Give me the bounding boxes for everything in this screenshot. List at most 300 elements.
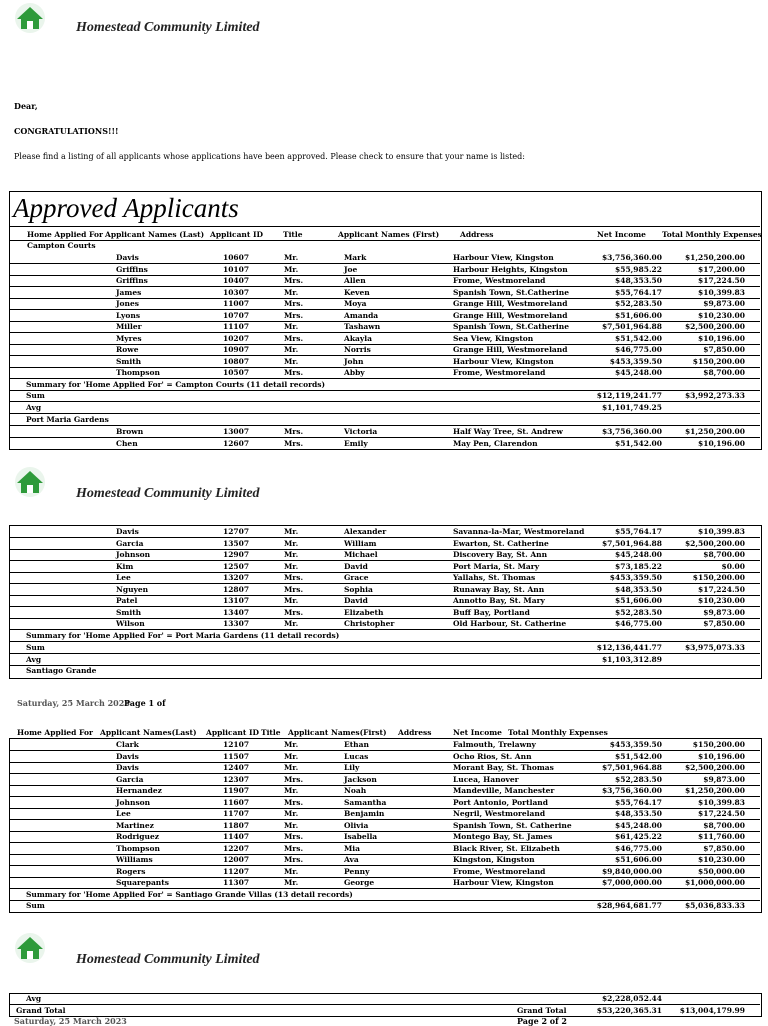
table-row — [10, 333, 760, 345]
first-name: Samantha — [344, 797, 387, 807]
monthly-expenses: $1,250,200.00 — [684, 786, 745, 795]
title: Mr. — [284, 763, 299, 772]
applicant-id: 10407 — [223, 276, 250, 285]
last-name: Brown — [116, 427, 144, 436]
first-name: Keven — [344, 287, 370, 297]
last-name: Thompson — [116, 843, 160, 853]
grand-total-row — [10, 1005, 760, 1016]
net-income: $61,425.22 — [615, 832, 662, 841]
monthly-expenses: $150,200.00 — [692, 356, 745, 366]
last-name: Rogers — [116, 866, 146, 876]
monthly-expenses: $8,700.00 — [703, 820, 745, 830]
title: Mr. — [284, 527, 299, 536]
first-name: John — [344, 356, 364, 366]
applicant-id: 11907 — [223, 786, 250, 795]
applicant-id: 12207 — [223, 843, 250, 853]
address: Grange Hill, Westmoreland — [453, 299, 568, 308]
net-income: $453,359.50 — [609, 573, 662, 582]
address: Falmouth, Trelawny — [453, 740, 536, 749]
monthly-expenses: $17,200.00 — [698, 264, 745, 274]
net-income: $453,359.50 — [609, 356, 662, 366]
table-row — [10, 526, 760, 538]
santiago-summary: Summary for 'Home Applied For' = Santiago Grande Villas (13 detail records) — [26, 890, 353, 899]
table-row — [10, 607, 760, 619]
applicant-id: 12807 — [223, 584, 250, 594]
net-income: $52,283.50 — [615, 774, 662, 784]
address: Negril, Westmoreland — [453, 809, 546, 818]
header-income: Net Income — [597, 230, 646, 239]
monthly-expenses: $17,224.50 — [698, 584, 745, 594]
sum-label: Sum — [26, 901, 45, 910]
applicant-id: 13207 — [223, 573, 250, 582]
table-row — [10, 808, 760, 820]
net-income: $46,775.00 — [615, 345, 662, 354]
group-campton: Campton Courts — [27, 241, 96, 250]
port-sum-expenses: $3,975,073.33 — [684, 643, 745, 652]
monthly-expenses: $7,850.00 — [703, 619, 745, 628]
net-income: $3,756,360.00 — [601, 427, 662, 436]
grand-total-label: Grand Total — [16, 1006, 66, 1015]
last-name: Miller — [116, 322, 142, 331]
avg-label: Avg — [26, 655, 42, 664]
address: Lucea, Hanover — [453, 774, 519, 784]
monthly-expenses: $1,250,200.00 — [684, 427, 745, 436]
santiago-avg-row — [10, 993, 760, 1005]
campton-sum-expenses: $3,992,273.33 — [684, 391, 745, 400]
last-name: Griffins — [116, 264, 148, 274]
last-name: Lee — [116, 809, 131, 818]
table-row — [10, 618, 760, 630]
applicant-id: 12607 — [223, 438, 250, 448]
monthly-expenses: $9,873.00 — [703, 774, 745, 784]
title: Mrs. — [284, 310, 304, 320]
first-name: Grace — [344, 573, 369, 582]
header-home: Home Applied For — [27, 230, 103, 239]
table-row — [10, 820, 760, 832]
campton-sum-row — [10, 390, 760, 402]
monthly-expenses: $11,760.00 — [698, 832, 745, 841]
first-name: Alexander — [344, 527, 387, 536]
title: Mr. — [284, 740, 299, 749]
net-income: $55,764.17 — [615, 287, 662, 297]
table-row — [10, 739, 760, 751]
monthly-expenses: $2,500,200.00 — [684, 538, 745, 548]
house-logo-icon — [13, 932, 47, 964]
net-income: $51,606.00 — [615, 855, 662, 864]
applicant-id: 11607 — [223, 797, 250, 807]
applicant-id: 10307 — [223, 287, 250, 297]
net-income: $48,353.50 — [615, 809, 662, 818]
title: Mrs. — [284, 855, 304, 864]
net-income: $48,353.50 — [615, 584, 662, 594]
net-income: $51,606.00 — [615, 596, 662, 605]
header-title: Title — [261, 728, 281, 737]
applicant-id: 11807 — [223, 820, 250, 830]
title: Mr. — [284, 619, 299, 628]
santiago-avg-income: $2,228,052.44 — [601, 994, 662, 1003]
address: Frome, Westmoreland — [453, 368, 546, 377]
congratulations: CONGRATULATIONS!!! — [14, 126, 119, 136]
applicant-id: 11307 — [223, 878, 250, 887]
table-row — [10, 584, 760, 596]
address: Port Antonio, Portland — [453, 797, 548, 807]
title: Mrs. — [284, 427, 304, 436]
title: Mr. — [284, 866, 299, 876]
title: Mr. — [284, 538, 299, 548]
net-income: $48,353.50 — [615, 276, 662, 285]
table-row — [10, 344, 760, 356]
first-name: Olivia — [344, 820, 369, 830]
first-name: Amanda — [344, 310, 379, 320]
last-name: Thompson — [116, 368, 160, 377]
title: Mr. — [284, 550, 299, 559]
last-name: Johnson — [116, 550, 151, 559]
address: Frome, Westmoreland — [453, 866, 546, 876]
last-name: Smith — [116, 607, 142, 617]
net-income: $7,501,964.88 — [601, 322, 662, 331]
footer-date-1: Saturday, 25 March 2023 — [17, 698, 130, 708]
first-name: Norris — [344, 345, 371, 354]
title: Mrs. — [284, 584, 304, 594]
footer-page-1: Page 1 of — [124, 698, 166, 708]
applicant-id: 13407 — [223, 607, 250, 617]
address: Morant Bay, St. Thomas — [453, 763, 554, 772]
last-name: Griffins — [116, 276, 148, 285]
port-summary-row — [10, 630, 760, 642]
applicant-id: 12907 — [223, 550, 250, 559]
applicant-id: 13307 — [223, 619, 250, 628]
first-name: Ava — [344, 855, 359, 864]
header-last: Applicant Names(Last) — [100, 728, 197, 737]
applicant-id: 10907 — [223, 345, 250, 354]
applicant-id: 13507 — [223, 538, 250, 548]
table-row — [10, 831, 760, 843]
first-name: William — [344, 538, 377, 548]
last-name: Squarepants — [116, 878, 169, 887]
address: Old Harbour, St. Catherine — [453, 619, 567, 628]
title: Mr. — [284, 809, 299, 818]
last-name: Wilson — [116, 619, 145, 628]
table-row — [10, 572, 760, 584]
table-row — [10, 854, 760, 866]
last-name: Garcia — [116, 538, 144, 548]
net-income: $55,764.17 — [615, 797, 662, 807]
table-row — [10, 367, 760, 379]
net-income: $46,775.00 — [615, 843, 662, 853]
monthly-expenses: $10,230.00 — [698, 855, 745, 864]
monthly-expenses: $150,200.00 — [692, 573, 745, 582]
table-row — [10, 298, 760, 310]
address: Ocho Rios, St. Ann — [453, 751, 532, 761]
last-name: Lee — [116, 573, 131, 582]
port-sum-income: $12,136,441.77 — [596, 643, 662, 652]
header-expenses: Total Monthly Expenses — [662, 230, 762, 239]
title: Mr. — [284, 596, 299, 605]
table-row — [10, 538, 760, 550]
net-income: $7,000,000.00 — [601, 878, 662, 887]
table-row — [10, 561, 760, 573]
monthly-expenses: $17,224.50 — [698, 276, 745, 285]
last-name: Clark — [116, 740, 139, 749]
first-name: Sophia — [344, 584, 373, 594]
last-name: Nguyen — [116, 584, 149, 594]
title: Mr. — [284, 356, 299, 366]
applicant-id: 12507 — [223, 561, 250, 571]
net-income: $55,764.17 — [615, 527, 662, 536]
campton-avg-income: $1,101,749.25 — [601, 403, 662, 412]
header-first: Applicant Names (First) — [338, 230, 440, 239]
address: May Pen, Clarendon — [453, 438, 538, 448]
net-income: $3,756,360.00 — [601, 253, 662, 262]
address: Spanish Town, St. Catherine — [453, 820, 572, 830]
title: Mrs. — [284, 573, 304, 582]
table-row — [10, 438, 760, 450]
title: Mr. — [284, 878, 299, 887]
monthly-expenses: $10,196.00 — [698, 438, 745, 448]
address: Harbour View, Kingston — [453, 253, 554, 262]
table-row — [10, 785, 760, 797]
monthly-expenses: $7,850.00 — [703, 843, 745, 853]
footer-date-2: Saturday, 25 March 2023 — [14, 1016, 127, 1026]
title: Mr. — [284, 561, 299, 571]
header-first: Applicant Names(First) — [288, 728, 387, 737]
table-row — [10, 264, 760, 276]
monthly-expenses: $7,850.00 — [703, 345, 745, 354]
monthly-expenses: $9,873.00 — [703, 299, 745, 308]
company-name-3: Homestead Community Limited — [76, 952, 260, 967]
monthly-expenses: $10,399.83 — [698, 797, 745, 807]
grand-total-expenses: $13,004,179.99 — [679, 1006, 745, 1015]
santiago-sum-row — [10, 900, 760, 911]
first-name: Mia — [344, 843, 361, 853]
applicant-id: 13007 — [223, 427, 250, 436]
first-name: Abby — [344, 368, 365, 377]
campton-summary: Summary for 'Home Applied For' = Campton Courts (11 detail records) — [26, 380, 326, 389]
address: Spanish Town, St.Catherine — [453, 322, 569, 331]
address: Spanish Town, St.Catherine — [453, 287, 569, 297]
applicant-id: 12707 — [223, 527, 250, 536]
title: Mrs. — [284, 299, 304, 308]
net-income: $45,248.00 — [615, 368, 662, 377]
header-title: Title — [283, 230, 303, 239]
first-name: David — [344, 561, 368, 571]
address: Ewarton, St. Catherine — [453, 538, 549, 548]
title: Mr. — [284, 287, 299, 297]
header-address: Address — [398, 728, 432, 737]
title: Mr. — [284, 786, 299, 795]
net-income: $52,283.50 — [615, 299, 662, 308]
table-row — [10, 751, 760, 763]
last-name: Lyons — [116, 310, 141, 320]
grand-total-income: $53,220,365.31 — [596, 1006, 662, 1015]
applicant-id: 11107 — [223, 322, 250, 331]
address: Grange Hill, Westmoreland — [453, 345, 568, 354]
title: Mr. — [284, 345, 299, 354]
santiago-sum-income: $28,964,681.77 — [596, 901, 662, 910]
last-name: Rodriguez — [116, 832, 160, 841]
first-name: Tashawn — [344, 322, 381, 331]
net-income: $46,775.00 — [615, 619, 662, 628]
net-income: $7,501,964.88 — [601, 763, 662, 772]
applicant-id: 12007 — [223, 855, 250, 864]
first-name: George — [344, 878, 375, 887]
last-name: James — [116, 287, 142, 297]
net-income: $45,248.00 — [615, 550, 662, 559]
applicant-id: 10607 — [223, 253, 250, 262]
sum-label: Sum — [26, 391, 45, 400]
address: Kingston, Kingston — [453, 855, 535, 864]
last-name: Williams — [116, 855, 153, 864]
address: Runaway Bay, St. Ann — [453, 584, 545, 594]
monthly-expenses: $8,700.00 — [703, 368, 745, 377]
monthly-expenses: $10,196.00 — [698, 333, 745, 343]
address: Mandeville, Manchester — [453, 786, 555, 795]
last-name: Johnson — [116, 797, 151, 807]
table-row — [10, 275, 760, 287]
net-income: $3,756,360.00 — [601, 786, 662, 795]
net-income: $52,283.50 — [615, 607, 662, 617]
address: Frome, Westmoreland — [453, 276, 546, 285]
address: Savanna-la-Mar, Westmoreland — [453, 527, 585, 536]
last-name: Davis — [116, 527, 139, 536]
net-income: $45,248.00 — [615, 820, 662, 830]
address: Discovery Bay, St. Ann — [453, 550, 548, 559]
applicant-id: 11407 — [223, 832, 250, 841]
report-title: Approved Applicants — [13, 193, 239, 223]
address: Annotto Bay, St. Mary — [453, 596, 545, 605]
applicant-id: 12307 — [223, 774, 250, 784]
company-name-2: Homestead Community Limited — [76, 486, 260, 501]
applicant-id: 12407 — [223, 763, 250, 772]
table-row — [10, 356, 760, 368]
address: Grange Hill, Westmoreland — [453, 310, 568, 320]
first-name: Emily — [344, 438, 368, 448]
monthly-expenses: $1,000,000.00 — [684, 878, 745, 887]
first-name: Mark — [344, 253, 367, 262]
address: Harbour Heights, Kingston — [453, 264, 568, 274]
applicant-id: 12107 — [223, 740, 250, 749]
address: Harbour View, Kingston — [453, 878, 554, 887]
avg-label: Avg — [26, 994, 42, 1003]
first-name: Joe — [344, 264, 358, 274]
address: Sea View, Kingston — [453, 333, 534, 343]
first-name: David — [344, 596, 368, 605]
table-row — [10, 321, 760, 333]
last-name: Patel — [116, 596, 138, 605]
title: Mrs. — [284, 832, 304, 841]
first-name: Lily — [344, 763, 360, 772]
title: Mrs. — [284, 607, 304, 617]
last-name: Garcia — [116, 774, 144, 784]
monthly-expenses: $1,250,200.00 — [684, 253, 745, 262]
net-income: $453,359.50 — [609, 740, 662, 749]
table-row — [10, 774, 760, 786]
table-row — [10, 426, 760, 438]
letter-body: Please find a listing of all applicants whose applications have been approved. Please check to ensure that your name is listed: — [14, 152, 525, 161]
address: Yallahs, St. Thomas — [453, 573, 536, 582]
last-name: Smith — [116, 356, 142, 366]
port-avg-income: $1,103,312.89 — [601, 655, 662, 664]
title: Mr. — [284, 322, 299, 331]
monthly-expenses: $10,399.83 — [698, 527, 745, 536]
applicant-id: 10107 — [223, 264, 250, 274]
header-expenses: Total Monthly Expenses — [508, 728, 608, 737]
house-logo-icon — [13, 466, 47, 498]
campton-avg-row — [10, 402, 760, 414]
monthly-expenses: $2,500,200.00 — [684, 763, 745, 772]
header-income: Net Income — [453, 728, 502, 737]
first-name: Ethan — [344, 740, 369, 749]
net-income: $9,840,000.00 — [601, 866, 662, 876]
applicant-id: 11707 — [223, 809, 250, 818]
first-name: Noah — [344, 786, 367, 795]
title: Mrs. — [284, 843, 304, 853]
address: Buff Bay, Portland — [453, 607, 530, 617]
title: Mr. — [284, 820, 299, 830]
applicant-id: 10707 — [223, 310, 250, 320]
first-name: Moya — [344, 299, 367, 308]
applicant-id: 10507 — [223, 368, 250, 377]
table-row — [10, 762, 760, 774]
title: Mrs. — [284, 797, 304, 807]
title: Mr. — [284, 264, 299, 274]
applicant-id: 11207 — [223, 866, 250, 876]
last-name: Davis — [116, 751, 139, 761]
group-port: Port Maria Gardens — [26, 415, 109, 424]
first-name: Victoria — [344, 427, 378, 436]
footer-page-2: Page 2 of 2 — [517, 1016, 567, 1026]
table-row — [10, 866, 760, 878]
table-row — [10, 797, 760, 809]
first-name: Allen — [344, 276, 366, 285]
applicant-id: 11507 — [223, 751, 250, 761]
monthly-expenses: $2,500,200.00 — [684, 322, 745, 331]
net-income: $51,542.00 — [615, 438, 662, 448]
monthly-expenses: $10,196.00 — [698, 751, 745, 761]
title: Mr. — [284, 751, 299, 761]
group-santiago: Santiago Grande — [26, 666, 97, 675]
first-name: Akayla — [344, 333, 372, 343]
last-name: Myres — [116, 333, 142, 343]
applicant-id: 10807 — [223, 356, 250, 366]
table-row — [10, 549, 760, 561]
first-name: Michael — [344, 550, 378, 559]
address: Port Maria, St. Mary — [453, 561, 540, 571]
last-name: Martinez — [116, 820, 154, 830]
monthly-expenses: $10,230.00 — [698, 596, 745, 605]
port-summary: Summary for 'Home Applied For' = Port Maria Gardens (11 detail records) — [26, 631, 340, 640]
first-name: Lucas — [344, 751, 369, 761]
salutation: Dear, — [14, 101, 38, 111]
monthly-expenses: $0.00 — [721, 561, 745, 571]
table-row — [10, 252, 760, 264]
title: Mrs. — [284, 438, 304, 448]
avg-label: Avg — [26, 403, 42, 412]
title: Mrs. — [284, 333, 304, 343]
monthly-expenses: $10,399.83 — [698, 287, 745, 297]
last-name: Chen — [116, 438, 138, 448]
monthly-expenses: $17,224.50 — [698, 809, 745, 818]
table-row — [10, 287, 760, 299]
campton-sum-income: $12,119,241.77 — [596, 391, 662, 400]
first-name: Christopher — [344, 619, 395, 628]
address: Montego Bay, St. James — [453, 832, 553, 841]
monthly-expenses: $50,000.00 — [698, 866, 745, 876]
port-group-row — [10, 414, 760, 426]
table-row — [10, 595, 760, 607]
last-name: Kim — [116, 561, 134, 571]
first-name: Jackson — [344, 774, 377, 784]
